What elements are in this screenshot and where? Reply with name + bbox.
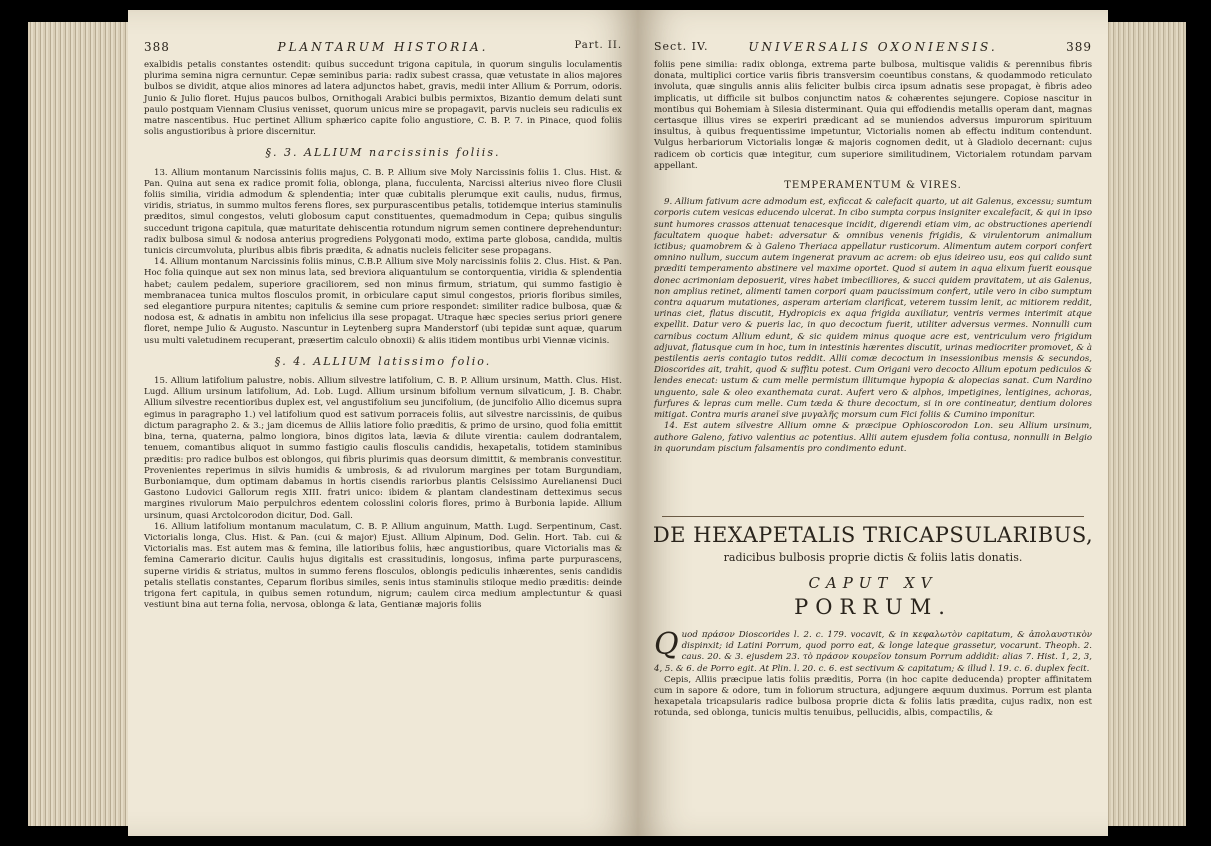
section-4-heading: §. 4. ALLIUM latissimo folio. <box>274 354 492 368</box>
right-page <box>638 10 1108 836</box>
paragraph-14: 14. Allium montanum Narcissinis foliis minus, C.B.P. Allium sive Moly narcissinis foliis 2. Clus. Hist. & Pan. Hoc folia quinque aut sex non minus lata, sed breviora aliquantulum se contorquentia, viridia & splendentia habet; caulem pedalem, superiore graciliorem, sed non minus firmum, striatum, qui summo fastigio è membranacea tunica multos flosculos promit, in orbiculare caput simul congestos, prioris floribus similes, sed elegantiore purpura nitentes; capitulis & semine cum priore respondet: similiter radice bulbosa, quæ & nodosa est, & adnatis in ambitu non infelicius illa sese propagat. Utraque hæc species serius priori genere floret, nempe Julio & Augusto. Nascuntur in Leytenberg supra Manderstorf (ubi tepidæ sunt aquæ, quarum usu multi valetudinem recuperant, præsertim calculo obnoxii) & aliis itidem montibus urbi Viennæ vicinis. <box>144 257 622 346</box>
chapter-subtitle: radicibus bulbosis proprie dictis & foliis latis donatis. <box>723 551 1023 564</box>
open-book <box>28 10 1186 836</box>
paragraph-15: 15. Allium latifolium palustre, nobis. Allium silvestre latifolium, C. B. P. Allium ursinum, Matth. Clus. Hist. Lugd. Allium ursinum latifolium, Ad. Lob. Lugd. Allium ursinum bifolium vernum silvaticum, J. B. Chabr. Allium silvestre recentioribus duplex est, vel angustifolium seu juncifolium, (de juncifolio Allio dicemus supra egimus in paragrapho 1.) vel latifolium quod est sativum porraceis foliis, aut silvestre narcissinis, de quibus dictum paragrapho 2. & 3.; jam dicemus de Alliis latiore folio præditis, & primo de ursino, quod folia emittit bina, terna, quaterna, palmo longiora, binos digitos lata, lævia & dilute virentia: caulem dodrantalem, tenuem, comantibus aliquot in summo fastigio caulis flosculis candidis, hexapetalis, totidem staminibus præditis: pro radice bulbos est oblongos, qui fibris plurimis quas deorsum dimittit, & membranis convestitur. Provenientes reperimus in silvis humidis & umbrosis, & ad rivulorum margines per totam Burgundiam, Burboniamque, dum optimam dabamus in hortis cisendis rariorbus plantis Celsissimo Aurelianensi Duci Gastono Ludovici Gallorum regis XIII. fratri unico: ibidem & plantam clandestinam detteximus secus margines rivulorum Maio perpulchros edentem colosslini coloris flores, primo à Burbonia lapide. Allium ursinum, quasi Arctolcorodon dicitur, Dod. Gall. <box>144 376 622 521</box>
chapter-title: DE HEXAPETALIS TRICAPSULARIBUS, <box>652 523 1094 547</box>
left-intro-paragraph: exalbidis petalis constantes ostendit: quibus succedunt trigona capitula, in quorum singulis loculamentis plurima semina nigra cernuntur. Cepæ seminibus paria: radix subest crassa, quæ vetustate in alios majores bulbos se dividit, atque alios minores ad latera adjunctos habet, gravis, medii inter Allium & Porrum, odoris. Junio & Julio floret. Hujus paucos bulbos, Ornithogali Arabici bulbis permixtos, Bizantio demum delati sunt paulo postquam Viennam Clusius venisset, quorum unicus mire se propagavit, parvis nucleis seu radiculis ex matre nascentibus. Huc pertinet Allium sphærico capite folio angustiore, C. B. P. 7. in Pinace, quod foliis solis angustioribus à priore discernitur. <box>144 60 622 138</box>
left-running-title: PLANTARUM HISTORIA. <box>277 40 489 54</box>
drop-cap: Q <box>654 627 679 662</box>
page-edges-right <box>1106 22 1186 826</box>
paragraph-9: 9. Allium fativum acre admodum est, exficcat & calefacit quarto, ut ait Galenus, excessu; sumtum corporis cutem vesicas educendo ulcerat. In cibo sumpta corpus insigniter excalefacit, & qui in ipso sunt humores crassos attenuat tenacesque incidit, digerendi etiam vim, ac obstructiones aperiendi facultatem quoque habet: adversatur & omnibus venenis frigidis, & virulentorum animalium ictibus; quamobrem & à Galeno Theriaca appellatur rusticorum. Alimentum autem corpori confert omnino nullum, succum autem ingenerat pravum ac acrem: ob ejus ideireo usu, eos qui calido sunt præditi temperamento abstinere vel maxime oportet. Quod si autem in aqua elixum fuerit eousque donec acrimoniam deposuerit, vires habet imbecilliores, & succi quidem pravitatem, ut ais Galenus, non amplius retinet, alimenti tamen corpori quam paucissimum confert, utile vero in cibo sumptum contra aquarum mutationes, asperam arteriam clarificat, veterem tussim lenit, ac mitiorem reddit, urinas ciet, flatus discutit, Hydropicis ex aqua frigida auxiliatur, ventris vermes interimit atque expellit. Datur vero & pueris lac, in quo decoctum fuerit, utiliter adversus vermes. Nonnulli cum carnibus coctum Allium edunt, & sic quidem minus quoque acre est, ventriculum vero frigidum adjuvat, flatusque cum in hoc, tum in intestinis hærentes discutit, urinas mediocriter promovet, & à pestilentis aeris contagio tutos reddit. Allii comæ decoctum in insessionibus mensis & secundos, Dioscorides ait, trahit, quod & suffitu potest. Cum Origani vero decocto Allium epotum pediculos & lendes enecat: ustum & cum melle permistum illitumque hypopia & alopecias sanat. Cum Nardino unguento, sale & oleo exanthemata curat. Aufert vero & alphos, impetigines, lentigines, achoras, furfures & lepras cum melle. Cum tæda & thure decoctum, si in ore contineatur, dentium dolores mitigat. Contra muris araneï sive μυγαλῆς morsum cum Fici foliis & Cumino imponitur. <box>654 197 1092 421</box>
paragraph-16: 16. Allium latifolium montanum maculatum, C. B. P. Allium anguinum, Matth. Lugd. Serpentinum, Cast. Victorialis longa, Clus. Hist. & Pan. (cui & major) Ejust. Allium Alpinum, Dod. Gelin. Hort. Tab. cui & Victorialis mas. Est autem mas & femina, ille latioribus foliis, hæc angustioribus, quare Victorialis mas & femina Camerario dicitur. Caulis hujus digitalis est crassitudinis, longosus, infima parte purpurascens, superne viridis & striatus, multos in summo ferens flosculos, oblongis pediculis inhærentes, senis candidis petalis stellatis constantes, Ceparum floribus similes, senis intus staminulis stiloque medio præditis: deinde trigona fert capitula, in quibus semen rotundum, nigrum; caulem circa medium amplectuntur & quasi vestiunt bina aut terna folia, nervosa, oblonga & lata, Gentianæ majoris foliis <box>144 521 622 611</box>
left-running-head <box>144 40 622 58</box>
right-text-lower <box>654 627 1092 720</box>
right-page-number: 389 <box>1066 40 1092 54</box>
right-intro-paragraph: foliis pene similia: radix oblonga, extrema parte bulbosa, multisque validis & perennibus fibris donata, multiplici cortice variis fibris transversim coeuntibus constans, & quodammodo reticulato involuta, quæ singulis annis aliis feliciter bulbis circa ipsum adnatis sese propagat, è fibris adeo implicatis, ut difficile sit bulbos conjunctim natos & cohærentes sejungere. Copiose nascitur in montibus qui Bohemiam à Silesia disterminant. Quia qui effodiendis metallis operam dant, magnas certasque illius vires se experiri prædicant ad se muniendos adversus impurorum spirituum insultus, à quibus frequentissime impetuntur, Victorialis nomen ab effectu inditum contendunt. Vulgus herbariorum Victorialis longæ & majoris cognomen dedit, ut à Gladiolo decernant: cujus radicem ob corticis quæ integitur, cum superiore similitudinem, Victorialem rotundam parvam appellant. <box>654 60 1092 171</box>
right-text-upper <box>654 60 1092 455</box>
right-running-head <box>654 40 1092 58</box>
temperamentum-heading: TEMPERAMENTUM & VIRES. <box>784 180 962 192</box>
paragraph-14-right: 14. Est autem silvestre Allium omne & præcipue Ophioscorodon Lon. seu Allium ursinum, authore Galeno, fativo valentius ac potentius. Allii autem ejusdem folia contusa, nonnulli in Belgio in quorundam piscium falsamentis pro condimento edunt. <box>654 421 1092 454</box>
cepis-paragraph: Cepis, Alliis præcipue latis foliis præditis, Porra (in hoc capite deducenda) propter affinitatem cum in sapore & odore, tum in foliorum structura, adjungere æquum duximus. Porrum est planta hexapetala tricapsularis radice bulbosa proprie dicta & foliis latis prædita, cujus radix, non est rotunda, sed oblonga, tunicis multis tenuibus, pellucidis, albis, compactilis, & <box>654 674 1092 719</box>
right-running-title: UNIVERSALIS OXONIENSIS. <box>748 40 998 54</box>
porrum-paragraph <box>654 627 1092 675</box>
paragraph-13: 13. Allium montanum Narcissinis foliis majus, C. B. P. Allium sive Moly Narcissinis foliis 1. Clus. Hist. & Pan. Quina aut sena ex radice promit folia, oblonga, plana, fucculenta, Narcissi alterius niveo flore Clusii foliis similia, viridia admodum & splendentia; inter quæ cubitalis plerumque exit caulis, nudus, firmus, viridis, striatus, in summo multos ferens flores, sex purpurascentibus petalis, totidemque interius staminulis præditos, simul congestos, veluti globosum caput constituentes, quemadmodum in Cepa; quibus singulis succedunt trigona capitula, quæ maturitate dehiscentia rotundum nigrum semen continere deprehenduntur: radix bulbosa simul & nodosa anterius progrediens Polygonati modo, extima parte globosa, candida, multis tunicis circumvoluta, pluribus albis fibris prædita, & adnatis nucleis feliciter sese propagans. <box>144 167 622 257</box>
left-part-label: Part. II. <box>574 40 622 51</box>
porrum-heading: PORRUM. <box>794 595 952 619</box>
section-3-heading: §. 3. ALLIUM narcissinis foliis. <box>265 146 501 160</box>
caput-heading: CAPUT XV <box>808 574 938 592</box>
chapter-rule <box>662 516 1084 517</box>
left-page-number: 388 <box>144 40 170 54</box>
page-edges-left <box>28 22 136 826</box>
left-page <box>128 10 638 836</box>
porrum-paragraph-text: uod πράσον Dioscorides l. 2. c. 179. vocavit, & in κεφαλωτὸν capitatum, & ἀπολαυστικὸν dispinxit; id Latini Porrum, quod porro eat, & longe lateque grassetur, vocarunt. Theoph. 2. caus. 20. & 3. ejusdem 23. τὸ πράσον κουρεῖον tonsum Porrum addidit: alias 7. Hist. 1, 2, 3, 4, 5. & 6. de Porro egit. At Plin. l. 20. c. 6. est sectivum & capitatum; & illud l. 19. c. 6. duplex fecit. <box>654 630 1092 674</box>
right-section-label: Sect. IV. <box>654 40 709 53</box>
left-text-column <box>144 60 622 611</box>
